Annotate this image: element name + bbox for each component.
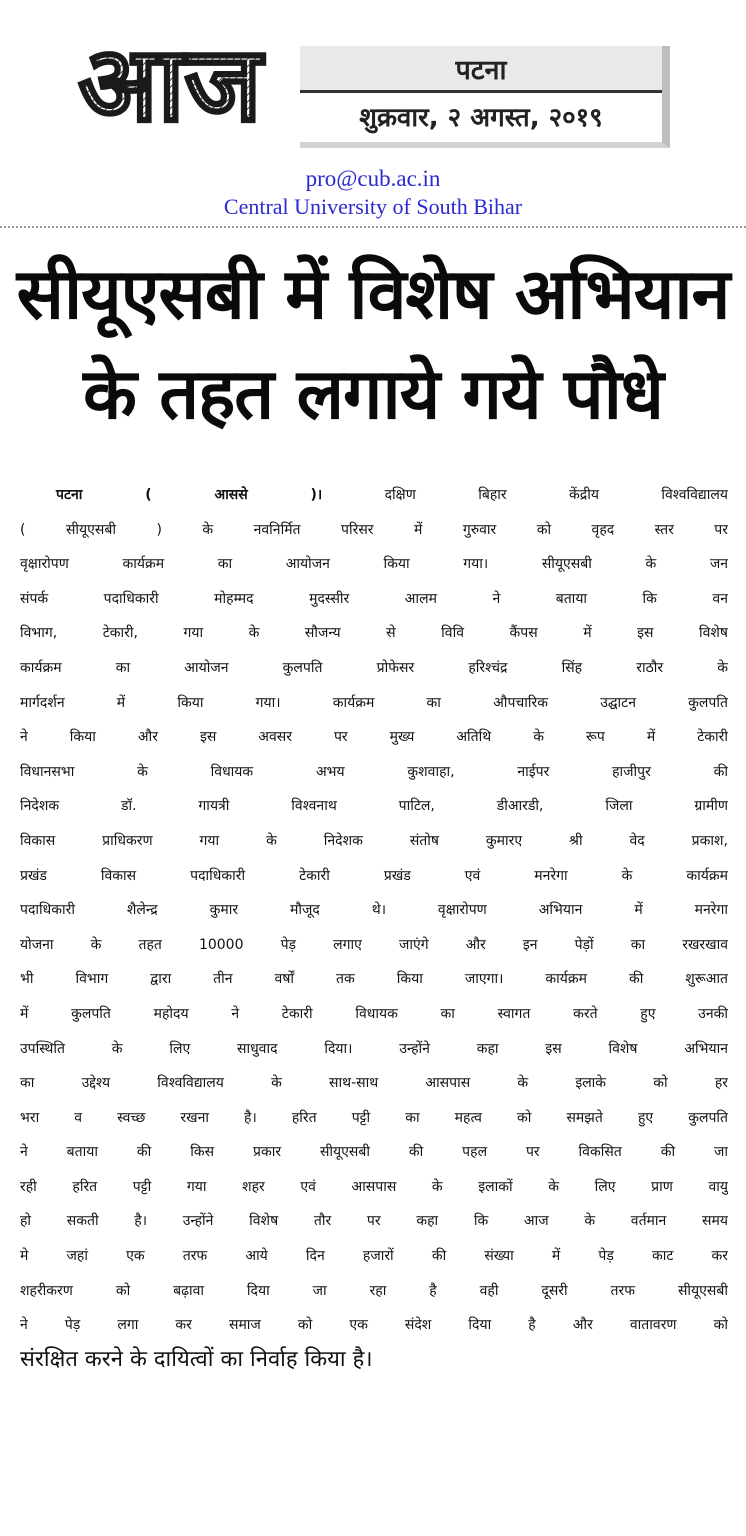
headline — [8, 244, 738, 444]
article-line: विभाग, टेकारी, गया के सौजन्य से विवि कैंपस में इस विशेष — [20, 625, 728, 642]
article-dateline: पटना ( आससे )। — [56, 487, 323, 503]
divider-rule — [0, 226, 746, 229]
newspaper-logo — [52, 28, 288, 140]
article-line-text: दक्षिण बिहार केंद्रीय विश्वविद्यालय — [384, 487, 728, 503]
article-line: प्रखंड विकास पदाधिकारी टेकारी प्रखंड एवं मनरेगा के कार्यक्रम — [20, 867, 728, 884]
article-line: विकास प्राधिकरण गया के निदेशक संतोष कुमारए श्री वेद प्रकाश, — [20, 832, 728, 849]
university-name: Central University of South Bihar — [223, 194, 523, 219]
edition-city: पटना — [455, 54, 507, 86]
article-line: कार्यक्रम का आयोजन कुलपति प्रोफेसर हरिश्चंद्र सिंह राठौर के — [20, 659, 728, 676]
article-line: पदाधिकारी शैलेन्द्र कुमार मौजूद थे। वृक्षारोपण अभियान में मनरेगा — [20, 902, 728, 919]
headline-line-2: के तहत लगाये गये पौधे — [83, 353, 663, 435]
city-band — [300, 46, 662, 93]
article-line: रही हरित पट्टी गया शहर एवं आसपास के इलाकों के लिए प्राण वायु — [20, 1178, 728, 1195]
headline-line-1: सीयूएसबी में विशेष अभियान — [16, 253, 730, 335]
article-line: भरा व स्वच्छ रखना है। हरित पट्टी का महत्व को समझते हुए कुलपति — [20, 1109, 728, 1126]
article-line: योजना के तहत 10000 पेड़ लगाए जाएंगे और इन पेड़ों का रखरखाव — [20, 936, 728, 953]
article-line: हो सकती है। उन्होंने विशेष तौर पर कहा कि आज के वर्तमान समय — [20, 1213, 728, 1230]
dateline-box — [300, 46, 670, 148]
article-line: विधानसभा के विधायक अभय कुशवाहा, नाईपर हाजीपुर की — [20, 763, 728, 780]
article-line: मार्गदर्शन में किया गया। कार्यक्रम का औपचारिक उद्घाटन कुलपति — [20, 694, 728, 711]
article-line: उपस्थिति के लिए साधुवाद दिया। उन्होंने कहा इस विशेष अभियान — [20, 1040, 728, 1057]
article-line: संरक्षित करने के दायित्वों का निर्वाह किया है। — [20, 1346, 373, 1372]
article-line: ने बताया की किस प्रकार सीयूएसबी की पहल पर विकसित की जा — [20, 1144, 728, 1161]
newspaper-logo-art — [52, 28, 288, 140]
article-line: भी विभाग द्वारा तीन वर्षों तक किया जाएगा। कार्यक्रम की शुरूआत — [20, 971, 728, 988]
article-line: मे जहां एक तरफ आये दिन हजारों की संख्या में पेड़ काट कर — [20, 1248, 728, 1265]
article-body — [20, 478, 728, 1377]
article-line: का उद्देश्य विश्वविद्यालय के साथ-साथ आसपास के इलाके को हर — [20, 1075, 728, 1092]
article-line: संपर्क पदाधिकारी मोहम्मद मुदस्सीर आलम ने बताया कि वन — [20, 590, 728, 607]
article-line: शहरीकरण को बढ़ावा दिया जा रहा है वही दूसरी तरफ सीयूएसबी — [20, 1282, 728, 1299]
logo-text: आज — [78, 28, 262, 140]
article-line: ने किया और इस अवसर पर मुख्य अतिथि के रूप में टेकारी — [20, 729, 728, 746]
masthead — [0, 0, 746, 150]
edition-date: शुक्रवार, २ अगस्त, २०१९ — [359, 103, 603, 133]
article-line — [20, 478, 728, 513]
article-line: ( सीयूएसबी ) के नवनिर्मित परिसर में गुरुवार को वृहद स्तर पर — [20, 521, 728, 538]
university-stamp — [0, 166, 746, 220]
article-line: में कुलपति महोदय ने टेकारी विधायक का स्वागत करते हुए उनकी — [20, 1005, 728, 1022]
article-line: निदेशक डॉ. गायत्री विश्वनाथ पाटिल, डीआरडी, जिला ग्रामीण — [20, 798, 728, 815]
article-line: वृक्षारोपण कार्यक्रम का आयोजन किया गया। सीयूएसबी के जन — [20, 556, 728, 573]
article-line: ने पेड़ लगा कर समाज को एक संदेश दिया है और वातावरण को — [20, 1317, 728, 1334]
contact-email: pro@cub.ac.in — [305, 166, 441, 191]
